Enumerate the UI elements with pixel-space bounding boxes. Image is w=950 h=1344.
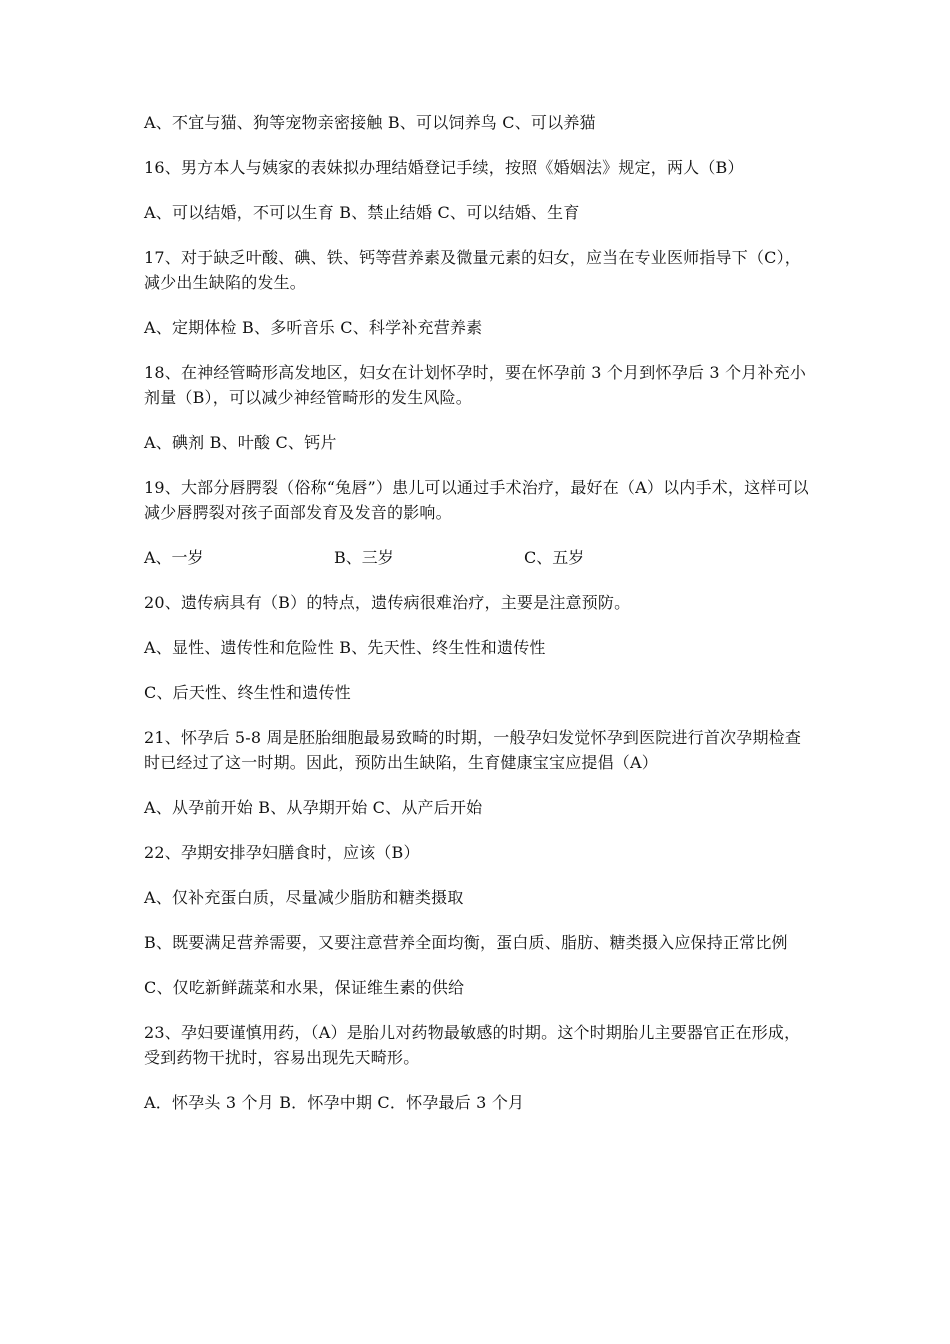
- question-16: 16、男方本人与姨家的表妹拟办理结婚登记手续，按照《婚姻法》规定，两人（B）: [144, 158, 744, 177]
- answer-options-19: [144, 545, 809, 570]
- question-18: 18、在神经管畸形高发地区，妇女在计划怀孕时，要在怀孕前 3 个月到怀孕后 3 个月补充小剂量（B），可以减少神经管畸形的发生风险。: [144, 363, 807, 407]
- question-20: 20、遗传病具有（B）的特点，遗传病很难治疗，主要是注意预防。: [144, 593, 631, 612]
- question-17: 17、对于缺乏叶酸、碘、铁、钙等营养素及微量元素的妇女，应当在专业医师指导下（C），减少出生缺陷的发生。: [144, 248, 802, 292]
- question-19: 19、大部分唇腭裂（俗称“兔唇”）患儿可以通过手术治疗，最好在（A）以内手术，这样可以减少唇腭裂对孩子面部发育及发音的影响。: [144, 478, 809, 522]
- answer-option-22-b: B、既要满足营养需要，又要注意营养全面均衡，蛋白质、脂肪、糖类摄入应保持正常比例: [144, 933, 788, 952]
- answer-options-21: A、从孕前开始 B、从孕期开始 C、从产后开始: [144, 798, 483, 817]
- answer-options-17: A、定期体检 B、多听音乐 C、科学补充营养素: [144, 318, 483, 337]
- option-c: C、五岁: [524, 548, 585, 567]
- answer-option-22-a: A、仅补充蛋白质，尽量减少脂肪和糖类摄取: [144, 888, 464, 907]
- answer-options-23: A．怀孕头 3 个月 B．怀孕中期 C．怀孕最后 3 个月: [144, 1093, 525, 1112]
- answer-option-22-c: C、仅吃新鲜蔬菜和水果，保证维生素的供给: [144, 978, 465, 997]
- question-21: 21、怀孕后 5-8 周是胚胎细胞最易致畸的时期，一般孕妇发觉怀孕到医院进行首次孕期检查时已经过了这一时期。因此，预防出生缺陷，生育健康宝宝应提倡（A）: [144, 728, 802, 772]
- question-23: 23、孕妇要谨慎用药，（A）是胎儿对药物最敏感的时期。这个时期胎儿主要器官正在形成，受到药物干扰时，容易出现先天畸形。: [144, 1023, 801, 1067]
- answer-options-20-c: C、后天性、终生性和遗传性: [144, 683, 351, 702]
- question-22: 22、孕期安排孕妇膳食时，应该（B）: [144, 843, 420, 862]
- option-a: A、一岁: [144, 548, 204, 567]
- document-body: [144, 110, 809, 1135]
- option-b: B、三岁: [334, 548, 394, 567]
- answer-options-15: A、不宜与猫、狗等宠物亲密接触 B、可以饲养鸟 C、可以养猫: [144, 113, 596, 132]
- answer-options-20-ab: A、显性、遗传性和危险性 B、先天性、终生性和遗传性: [144, 638, 546, 657]
- answer-options-16: A、可以结婚，不可以生育 B、禁止结婚 C、可以结婚、生育: [144, 203, 580, 222]
- answer-options-18: A、碘剂 B、叶酸 C、钙片: [144, 433, 337, 452]
